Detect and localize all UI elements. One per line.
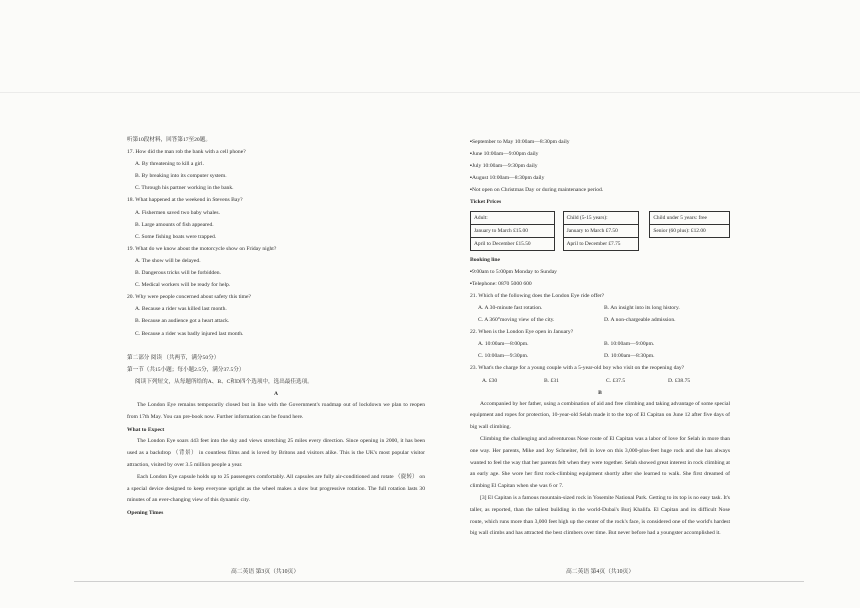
passage-b-body — [470, 399, 730, 541]
text-line: B. Dangerous tricks will be forbidden. — [135, 270, 221, 277]
heading-what-to-expect: What to Expect — [127, 426, 165, 433]
text-line: A. By threatening to kill a girl. — [135, 161, 204, 168]
q22-option-c: C. 10:00am—9:30pm. — [478, 353, 529, 360]
ticket-child-label: Child (5-15 years): — [566, 214, 608, 221]
scan-edge-top — [0, 92, 860, 93]
heading-opening-times: Opening Times — [127, 510, 164, 517]
question-21-options-ab — [470, 302, 730, 314]
passage-a-intro — [127, 400, 425, 424]
text-line: B. Because an audience got a heart attack. — [135, 318, 230, 325]
ticket-box-free-senior — [649, 211, 730, 238]
question-21-options-cd — [470, 314, 730, 326]
text-line: 18. What happened at the weekend in Stevens Bay? — [127, 197, 243, 204]
q22-option-d: D. 10:00am—8:30pm. — [604, 353, 655, 360]
question-22-options-ab — [470, 338, 730, 350]
hours-item: ▪September to May 10:00am—8:30pm daily — [470, 139, 570, 145]
scan-edge-bottom — [74, 581, 804, 582]
paragraph: Climbing the challenging and adventurous Nose route of El Capitan was a labor of love for Selah in more than one way. Her parents, Mike and Joy Schneiter, fell in love on this 3,000-plus-feet huge rock and she has always wanted to feel the way that her parents felt when they were together. Selah showed great interest in rock climbing at an early age. She wore her first rock-climbing equipment shortly after she learned to walk. She first dreamed of climbing El Capitan when she was 6 or 7. — [470, 436, 730, 490]
q21-option-b: B. An insight into its long history. — [604, 304, 680, 311]
text-line: A. The show will be delayed. — [135, 257, 201, 264]
booking-item: ▪9:00am to 5:00pm Monday to Sunday — [470, 268, 557, 275]
hours-item: ▪August 10:00am—8:30pm daily — [470, 175, 545, 182]
text-line: A — [273, 390, 279, 397]
text-line: A. Fishermen saved two baby whales. — [135, 209, 220, 216]
paragraph: Each London Eye capsule holds up to 25 passengers comfortably. All capsules are fully air-conditioned and rotate （旋转） on a special device designed to keep everyone upright as the wheel makes a slow but progressive rotation. The full rotation lasts 30 minutes of an ever-changing view of this dynamic city. — [127, 473, 425, 504]
question-22-options-cd — [470, 350, 730, 362]
ticket-under5: Child under 5 years: free — [653, 214, 707, 221]
question-22: 22. When is the London Eye open in January? — [470, 329, 574, 336]
text-line: A. Because a rider was killed last month. — [135, 306, 227, 313]
q22-option-a: A. 10:00am—8:00pm. — [478, 341, 529, 348]
q23-option-b: B. £31 — [544, 377, 559, 384]
ticket-box-adult — [470, 211, 555, 251]
booking-item: ▪Telephone: 0870 5000 600 — [470, 280, 532, 287]
text-line: 17. How did the man rob the bank with a cell phone? — [127, 149, 246, 156]
question-23-options — [470, 375, 730, 387]
paragraph: The London Eye soars 443 feet into the sky and views stretching 25 miles every direction. Since opening in 2000, it has been used as a backdrop （背景） in countless films and is loved by Britons and visitors alike. This is the UK's most popular visitor attraction, visited by over 3.5 million people a year. — [127, 437, 425, 468]
right-page — [470, 136, 730, 540]
ticket-senior: Senior (60 plus): £12.00 — [650, 224, 729, 237]
text-line: 阅读下列短文，从每题所给的A、B、C和D四个选项中，选出最佳选项。 — [135, 378, 313, 385]
passage-a-body — [127, 436, 425, 507]
page-footer-right: 高二英语 第4页（共10页） — [566, 569, 635, 575]
hours-item: ▪Not open on Christmas Day or during maintenance period. — [470, 187, 604, 194]
ticket-price-boxes — [470, 211, 730, 251]
q23-option-a: A. £30 — [482, 377, 498, 384]
hours-item: ▪July 10:00am—9:30pm daily — [470, 163, 538, 170]
q22-option-b: B. 10:00am—9:00pm. — [604, 341, 655, 348]
text-line: C. Medical workers will be ready for help. — [135, 282, 231, 289]
left-page — [127, 134, 425, 519]
ticket-child-jan-mar: January to March £7.50 — [564, 224, 639, 237]
text-line: B. Large amounts of fish appeared. — [135, 221, 214, 228]
reading-section-header — [127, 352, 425, 400]
text-line: B. By breaking into its computer system. — [135, 173, 227, 180]
ticket-adult-apr-dec: April to December £15.50 — [471, 237, 554, 250]
ticket-prices-heading: Ticket Prices — [470, 199, 502, 206]
ticket-adult-label: Adult: — [474, 214, 488, 221]
paragraph: The London Eye remains temporarily closed but in line with the Government's roadmap out of lockdown we plan to reopen from 17th May. You can pre-book now. Further information can be found here. — [127, 401, 425, 420]
q21-option-c: C. A 360°moving view of the city. — [478, 317, 555, 324]
paragraph: [3] El Capitan is a famous mountain-sized rock in Yosemite National Park. Getting to its top is no easy task. It's taller, as reported, than the tallest building in the world-Dubai's Burj Khalifa. El Capitan and its difficult Nose route, which runs more than 3,000 feet high up the center of the rock's face, is considered one of the world's hardest big wall climbs and has attracted the best climbers over time. But never before had a youngster accomplished it. — [470, 495, 730, 537]
ticket-adult-jan-mar: January to March £15.00 — [471, 224, 554, 237]
q21-option-a: A. A 30-minute fast rotation. — [478, 304, 543, 311]
q23-option-d: D. £38.75 — [668, 377, 691, 384]
text-line: 第一节（共15小题；每小题2.5分，满分37.5分） — [127, 366, 245, 373]
text-line: 听第10段材料，回答第17至20题。 — [127, 137, 211, 143]
booking-info — [470, 266, 730, 290]
q23-option-c: C. £37.5 — [606, 377, 626, 384]
text-line: C. Some fishing boats were trapped. — [135, 233, 217, 240]
opening-hours-list — [470, 136, 730, 196]
paragraph: Accompanied by her father, using a combination of aid and free climbing and taking advantage of some special equipment and ropes for protection, 10-year-old Selah made it to the top of El Capitan on June 12 after five days of big wall climbing. — [470, 400, 730, 431]
q21-option-d: D. A non-chargeable admission. — [604, 317, 676, 324]
question-23: 23. What's the charge for a young couple with a 5-year-old boy who visit on the reopening day? — [470, 365, 685, 372]
text-line: 第二部分 阅读 （共两节，满分50分） — [127, 354, 220, 361]
booking-line-heading: Booking line — [470, 256, 500, 263]
listening-questions — [127, 134, 425, 340]
text-line: 19. What do we know about the motorcycle show on Friday night? — [127, 245, 277, 252]
hours-item: ▪June 10:00am—9:00pm daily — [470, 151, 539, 158]
ticket-child-apr-dec: April to December £7.75 — [564, 237, 639, 250]
ticket-box-child — [563, 211, 640, 251]
text-line: C. Through his partner working in the bank. — [135, 185, 234, 192]
text-line: C. Because a rider was badly injured last month. — [135, 330, 244, 337]
question-21: 21. Which of the following does the London Eye ride offer? — [470, 292, 605, 299]
page-footer-left: 高二英语 第3页（共10页） — [231, 569, 300, 575]
passage-b-label: B — [598, 389, 602, 396]
text-line: 20. Why were people concerned about safety this time? — [127, 294, 252, 301]
